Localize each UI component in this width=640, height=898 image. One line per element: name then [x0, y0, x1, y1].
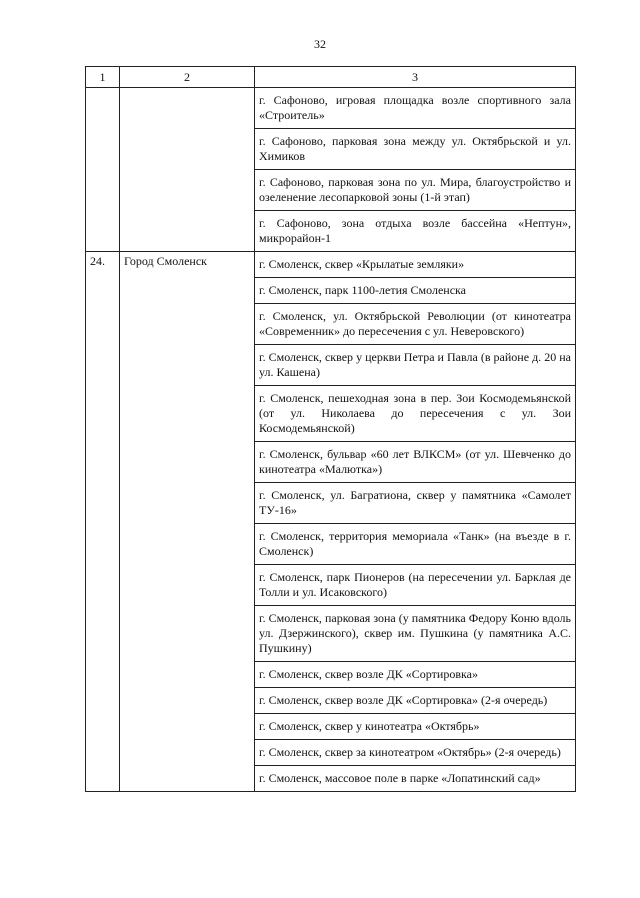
continuation-municipality-cell [120, 88, 255, 252]
location-cell: г. Смоленск, сквер у церкви Петра и Павла (в районе д. 20 на ул. Кашена) [255, 345, 576, 386]
location-cell: г. Смоленск, сквер возле ДК «Сортировка» (2-я очередь) [255, 688, 576, 714]
location-cell: г. Смоленск, сквер «Крылатые земляки» [255, 252, 576, 278]
location-cell: г. Смоленск, бульвар «60 лет ВЛКСМ» (от ул. Шевченко до кинотеатра «Малютка») [255, 442, 576, 483]
location-cell: г. Смоленск, ул. Багратиона, сквер у памятника «Самолет ТУ-16» [255, 483, 576, 524]
location-cell: г. Смоленск, пешеходная зона в пер. Зои Космодемьянской (от ул. Николаева до пересечения с ул. Зои Космодемьянской) [255, 386, 576, 442]
location-cell: г. Смоленск, парк Пионеров (на пересечении ул. Барклая де Толли и ул. Исаковского) [255, 565, 576, 606]
location-cell: г. Сафоново, игровая площадка возле спортивного зала «Строитель» [255, 88, 576, 129]
location-cell: г. Смоленск, массовое поле в парке «Лопатинский сад» [255, 766, 576, 792]
header-col-3: 3 [255, 67, 576, 88]
table-body [86, 88, 576, 792]
location-cell: г. Смоленск, сквер за кинотеатром «Октябрь» (2-я очередь) [255, 740, 576, 766]
location-cell: г. Сафоново, парковая зона между ул. Октябрьской и ул. Химиков [255, 129, 576, 170]
municipality-name: Город Смоленск [120, 252, 255, 792]
continuation-number-cell [86, 88, 120, 252]
header-col-1: 1 [86, 67, 120, 88]
location-cell: г. Смоленск, территория мемориала «Танк» (на въезде в г. Смоленск) [255, 524, 576, 565]
location-cell: г. Смоленск, сквер у кинотеатра «Октябрь» [255, 714, 576, 740]
header-col-2: 2 [120, 67, 255, 88]
table-row [86, 252, 576, 278]
location-cell: г. Сафоново, зона отдыха возле бассейна «Нептун», микрорайон-1 [255, 211, 576, 252]
page-number: 32 [314, 37, 326, 51]
location-cell: г. Смоленск, парк 1100-летия Смоленска [255, 278, 576, 304]
table-header-row [86, 67, 576, 88]
location-cell: г. Смоленск, парковая зона (у памятника Федору Коню вдоль ул. Дзержинского), сквер им. Пушкина (у памятника А.С. Пушкину) [255, 606, 576, 662]
location-cell: г. Смоленск, ул. Октябрьской Революции (от кинотеатра «Современник» до пересечения с ул. Неверовского) [255, 304, 576, 345]
locations-table [85, 66, 576, 792]
table-row [86, 88, 576, 129]
group-number: 24. [86, 252, 120, 792]
location-cell: г. Смоленск, сквер возле ДК «Сортировка» [255, 662, 576, 688]
location-cell: г. Сафоново, парковая зона по ул. Мира, благоустройство и озеленение лесопарковой зоны (1-й этап) [255, 170, 576, 211]
